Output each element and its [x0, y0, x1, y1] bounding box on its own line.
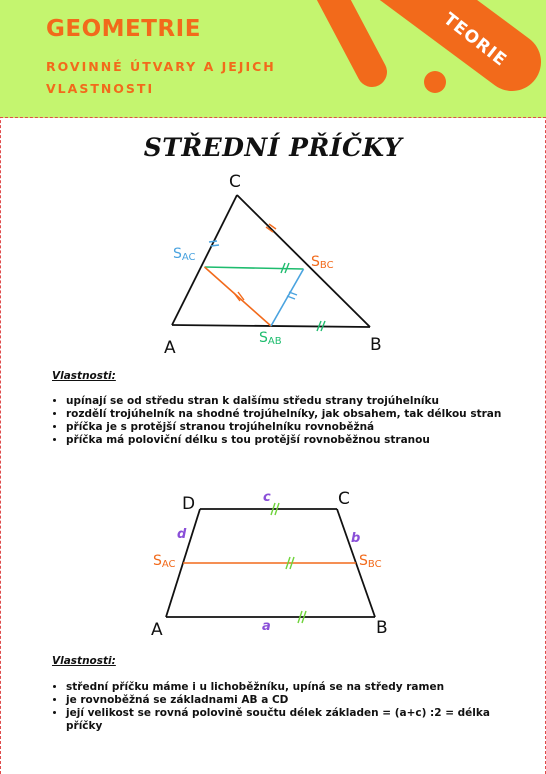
- vertex-c-label-trap: C: [338, 489, 350, 509]
- tick-marks-orange: [234, 224, 276, 301]
- property-item: • je rovnoběžná se základnami AB a CD: [66, 694, 506, 707]
- vertex-a-label-trap: A: [151, 620, 163, 640]
- page-title: STŘEDNÍ PŘÍČKY: [143, 133, 403, 162]
- properties-label-1: Vlastnosti:: [52, 370, 116, 382]
- midpoint-ac-label: SAC: [173, 246, 196, 263]
- vertex-a-label: A: [164, 338, 176, 358]
- triangle-figure: [0, 165, 546, 360]
- theory-badge: TEORIE: [439, 9, 511, 71]
- vertex-d-label: D: [182, 494, 196, 514]
- triangle-side-bc: [237, 195, 370, 327]
- vertex-b-label: B: [370, 335, 382, 355]
- header-subtitle: ROVINNÉ ÚTVARY A JEJICH VLASTNOSTI: [46, 59, 276, 96]
- midpoint-bc-label: SBC: [311, 254, 334, 271]
- properties-list-2: [52, 681, 506, 733]
- midline-ac-bc: [205, 267, 304, 269]
- trapezoid-figure: [0, 485, 546, 645]
- midpoint-ac-label-trap: SAC: [153, 553, 176, 570]
- side-a-label: a: [262, 619, 271, 634]
- midpoint-ab-label: SAB: [259, 330, 282, 347]
- properties-list-1: [52, 395, 506, 447]
- side-d-label: d: [177, 527, 187, 542]
- side-b-label: b: [351, 531, 361, 546]
- property-item: • její velikost se rovná polovině součtu délek základen = (a+c) :2 = délka příčky: [66, 707, 506, 733]
- property-item: • upínají se od středu stran k dalšímu středu strany trojúhelníku: [66, 395, 506, 408]
- vertex-c-label: C: [229, 172, 241, 192]
- property-item: • rozdělí trojúhelník na shodné trojúhelníky, jak obsahem, tak délkou stran: [66, 408, 506, 421]
- side-c-label: c: [263, 490, 271, 505]
- midline-ab-bc: [271, 269, 304, 326]
- property-item: • střední příčku máme i u lichoběžníku, upíná se na středy ramen: [66, 681, 506, 694]
- vertex-b-label-trap: B: [376, 618, 388, 638]
- midline-ac-ab: [205, 267, 272, 326]
- header-title: GEOMETRIE: [46, 16, 201, 42]
- tick-marks-blue: [209, 241, 297, 299]
- property-item: • příčka je s protější stranou trojúhelníku rovnoběžná: [66, 421, 506, 434]
- midpoint-bc-label-trap: SBC: [359, 553, 382, 570]
- property-item: • příčka má poloviční délku s tou protější rovnoběžnou stranou: [66, 434, 506, 447]
- header-banner: [0, 0, 546, 118]
- properties-label-2: Vlastnosti:: [52, 655, 116, 667]
